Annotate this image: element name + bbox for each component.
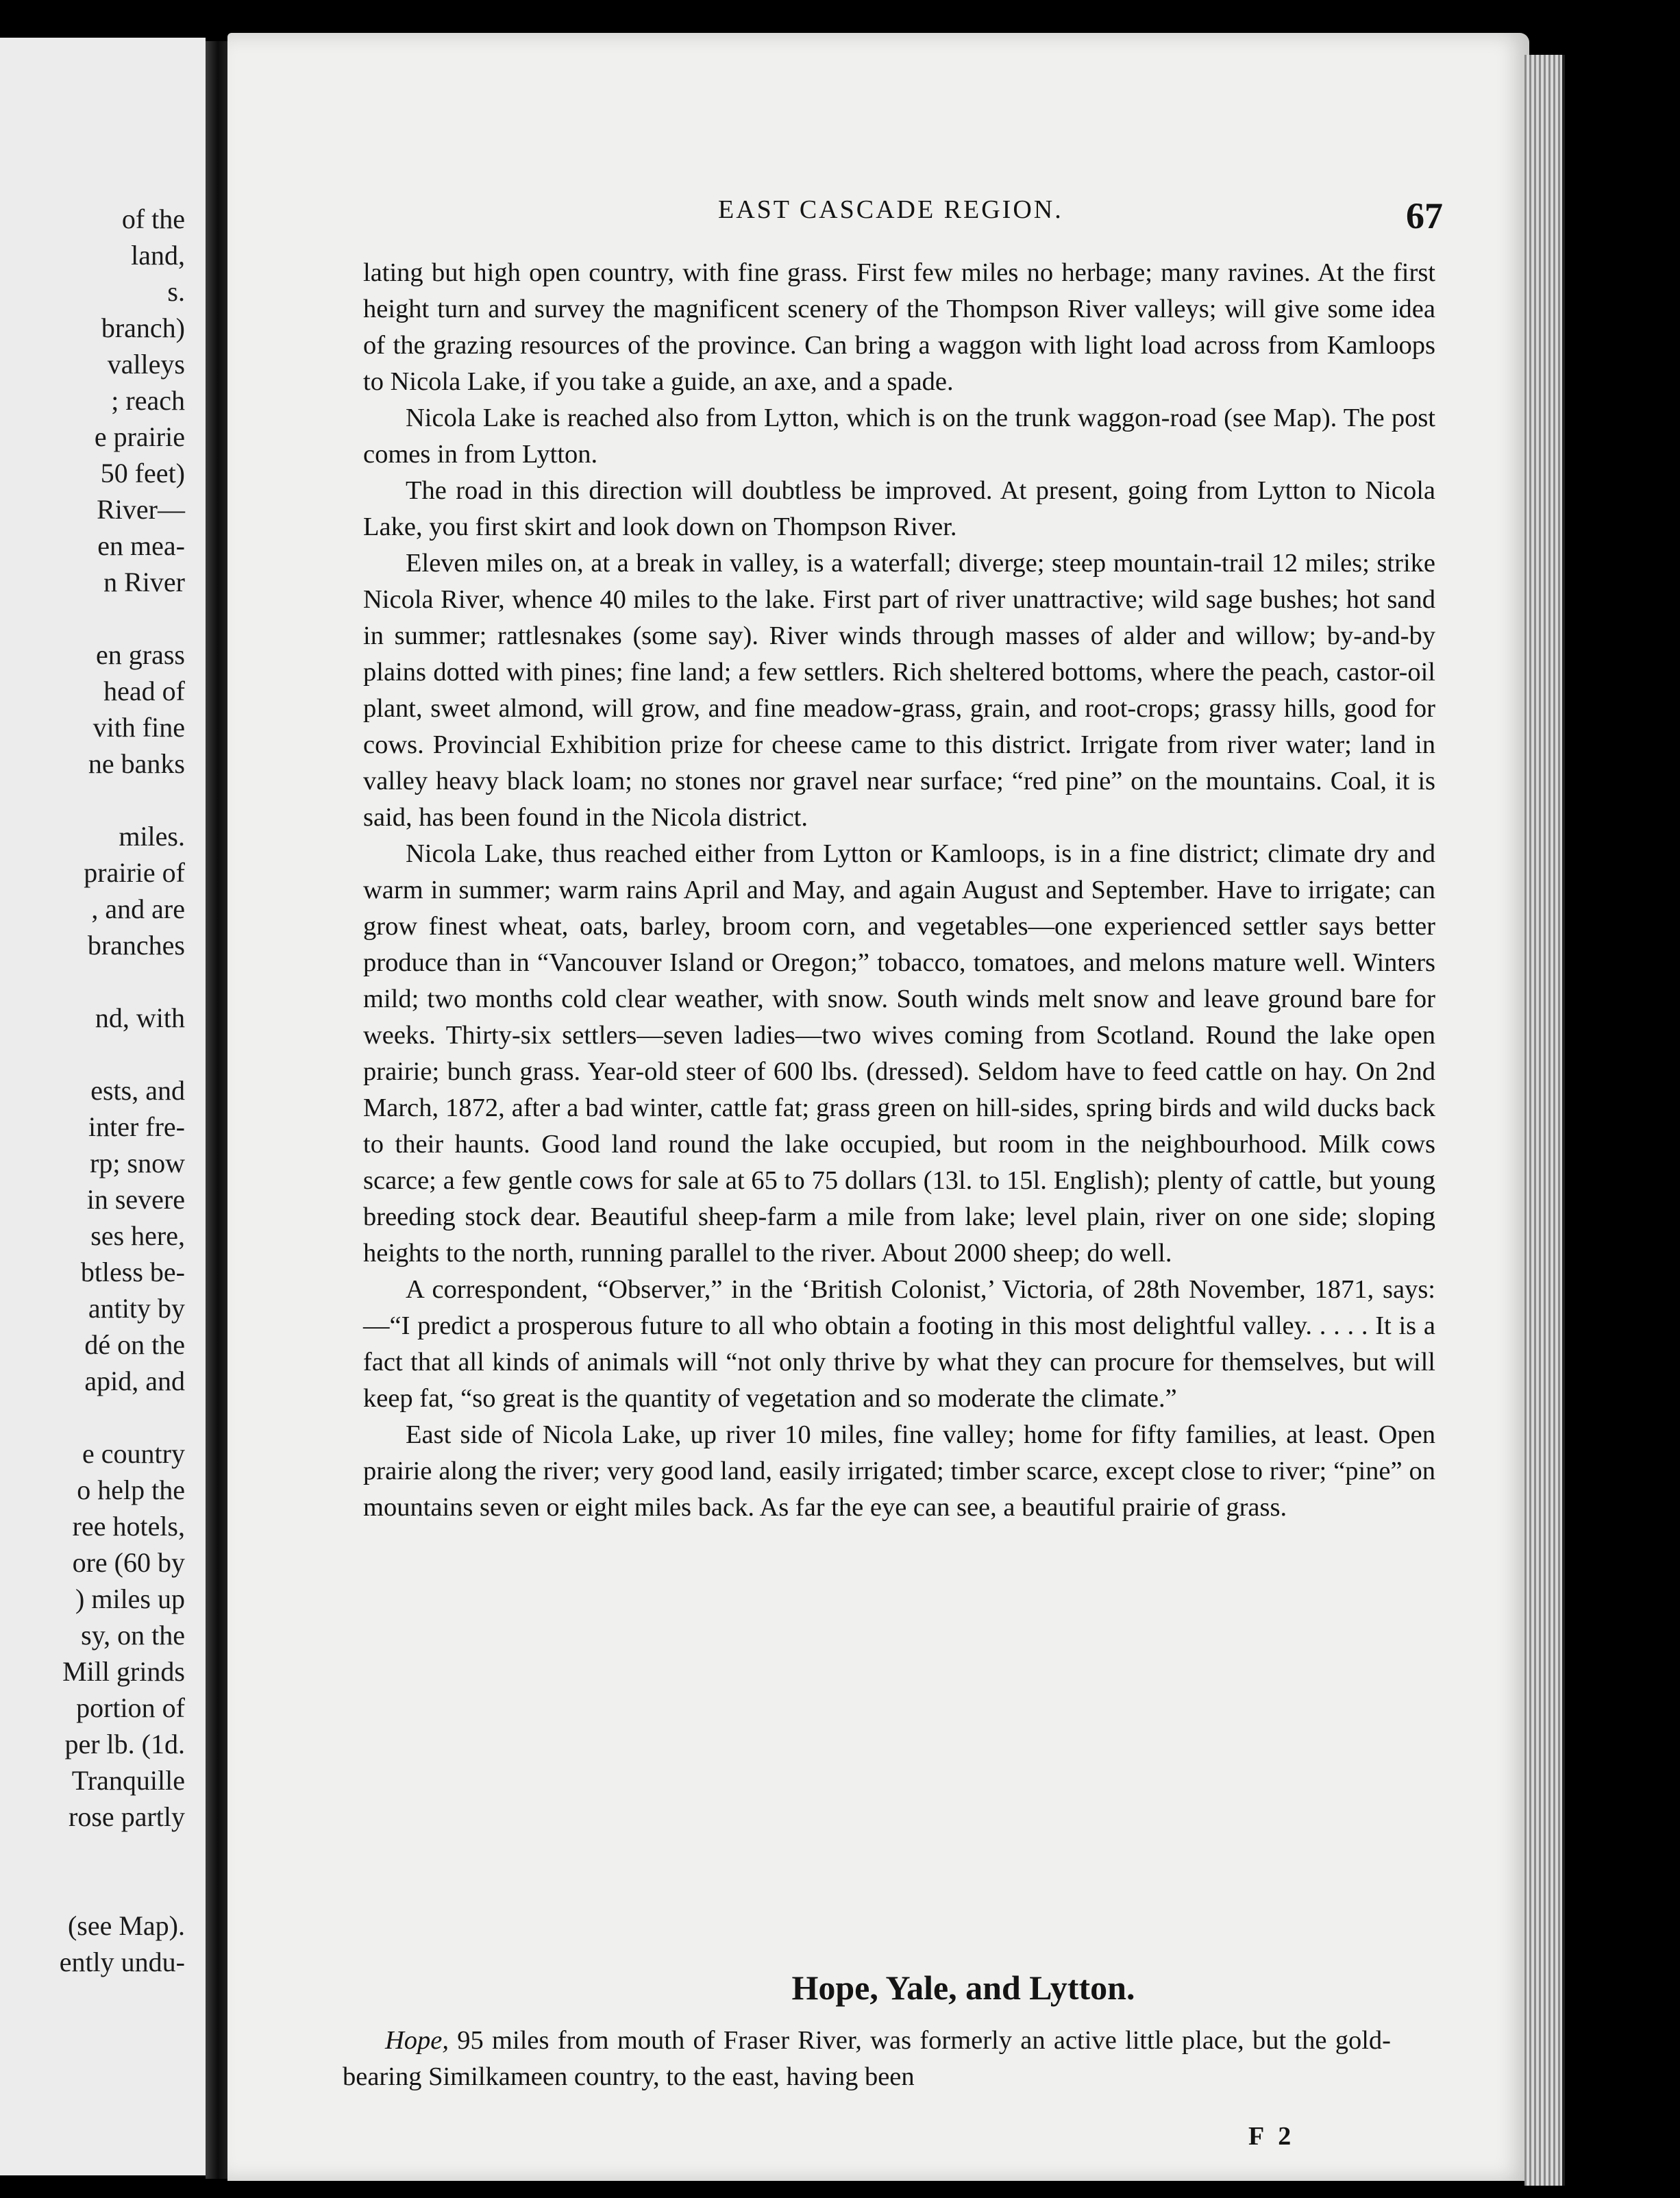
page-edges [1524,55,1565,2186]
body-text [363,255,1435,1526]
paragraph [343,2023,1391,2095]
previous-page-line-fragment: btless be- [80,1257,185,1287]
paragraph: Nicola Lake is reached also from Lytton, which is on the trunk waggon-road (see Map). The post comes in from Lytton. [363,404,1435,469]
paragraph: Eleven miles on, at a break in valley, is a waterfall; diverge; steep mountain-trail 12 miles; strike Nicola River, whence 40 miles to the lake. First part of river unattractive; wild sage bushes; hot sand in summer; rattlesnakes (some say). River winds through masses of alder and willow; by-and-by plains dotted with pines; fine land; a few settlers. Rich sheltered bottoms, where the peach, castor-oil plant, sweet almond, will grow, and fine meadow-grass, grain, and root-crops; grassy hills, good for cows. Provincial Exhibition prize for cheese came to this district. Irrigate from river water; land in valley heavy black loam; no stones nor gravel near surface; “red pine” on the mountains. Coal, it is said, has been found in the Nicola district. [363,549,1435,832]
previous-page-line-fragment: ; reach [111,385,185,416]
previous-page-line-fragment: ne banks [88,748,185,779]
signature-mark: F 2 [1248,2122,1296,2151]
paragraph: Nicola Lake, thus reached either from Lytton or Kamloops, is in a fine district; climate dry and warm in summer; warm rains April and May, and again August and September. Have to irrigate; can grow finest wheat, oats, barley, broom corn, and vegetables—one experienced settler says better produce than in “Vancouver Island or Oregon;” tobacco, tomatoes, and melons mature well. Winters mild; two months cold clear weather, with snow. South winds melt snow and leave ground bare for weeks. Thirty-six settlers—seven ladies—two wives coming from Scotland. Round the lake open prairie; bunch grass. Year-old steer of 600 lbs. (dressed). Seldom have to feed cattle on hay. On 2nd March, 1872, after a bad winter, cattle fat; grass green on hill-sides, spring birds and wild ducks back to their haunts. Good land round the lake occupied, but room in the neighbourhood. Milk cows scarce; a few gentle cows for sale at 65 to 75 dollars (13l. to 15l. English); plenty of cattle, but young breeding stock dear. Beautiful sheep-farm a mile from lake; level plain, river on one side; sloping heights to the north, running parallel to the river. About 2000 sheep; do well. [363,839,1435,1268]
paragraph: The road in this direction will doubtless be improved. At present, going from Lytton to Nicola Lake, you first skirt and look down on Thompson River. [363,476,1435,541]
previous-page-line-fragment: sy, on the [81,1620,185,1651]
paragraph: East side of Nicola Lake, up river 10 miles, fine valley; home for fifty families, at least. Open prairie along the river; very good land, easily irrigated; timber scarce, except close to river; “pine” on mountains seven or eight miles back. As far the eye can see, a beautiful prairie of grass. [363,1420,1435,1522]
previous-page-line-fragment: ore (60 by [72,1547,185,1578]
previous-page-line-fragment: miles. [119,821,185,852]
page-number: 67 [1406,195,1443,236]
previous-page-line-fragment: s. [167,276,185,307]
previous-page-line-fragment: apid, and [84,1366,185,1396]
section-text [343,2023,1391,2095]
previous-page-line-fragment: rose partly [69,1801,185,1832]
running-head: EAST CASCADE REGION. [718,195,1063,224]
previous-page-line-fragment: o help the [77,1474,185,1505]
previous-page-line-fragment: River— [97,494,185,525]
previous-page-line-fragment: branches [87,930,185,961]
previous-page-line-fragment: branch) [101,312,185,343]
previous-page-line-fragment: n River [103,567,185,597]
section-heading: Hope, Yale, and Lytton. [791,1968,1135,2007]
paragraph-text: 95 miles from mouth of Fraser River, was formerly an active little place, but the gold-bearing Similkameen country, to the east, having been [343,2026,1391,2091]
previous-page-line-fragment: , and are [91,893,185,924]
previous-page-line-fragment: inter fre- [88,1111,185,1142]
place-name-italic: Hope, [385,2026,449,2055]
previous-page-line-fragment: ) miles up [75,1583,185,1614]
previous-page-line-fragment: head of [103,676,185,706]
previous-page-line-fragment: rp; snow [90,1148,185,1178]
previous-page-line-fragment: Tranquille [71,1765,185,1796]
previous-page-line-fragment: en grass [96,639,185,670]
previous-page-line-fragment: e prairie [94,421,185,452]
previous-page-line-fragment: in severe [86,1184,185,1215]
previous-page-line-fragment: per lb. (1d. [64,1729,185,1759]
previous-page-line-fragment: valleys [107,349,185,380]
previous-page-line-fragment: prairie of [84,857,185,888]
previous-page-line-fragment: nd, with [95,1002,185,1033]
previous-page-line-fragment: of the [121,203,185,234]
previous-page-line-fragment: ests, and [90,1075,185,1106]
previous-page-line-fragment: dé on the [84,1329,185,1360]
previous-page-line-fragment: ently undu- [59,1947,185,1977]
previous-page-line-fragment: ree hotels, [72,1511,185,1542]
previous-page-line-fragment: land, [131,240,185,271]
previous-page-line-fragment: (see Map). [67,1910,185,1941]
previous-page-line-fragment: ses here, [90,1220,185,1251]
previous-page [0,38,206,2175]
paragraph: lating but high open country, with fine grass. First few miles no herbage; many ravines. At the first height turn and survey the magnificent scenery of the Thompson River valleys; will give some idea of the grazing resources of the province. Can bring a waggon with light load across from Kamloops to Nicola Lake, if you take a guide, an axe, and a spade. [363,258,1435,396]
previous-page-line-fragment: vith fine [92,712,185,743]
previous-page-line-fragment: portion of [76,1692,185,1723]
previous-page-line-fragment: 50 feet) [100,458,185,489]
previous-page-line-fragment: antity by [88,1293,185,1324]
previous-page-line-fragment: e country [82,1438,185,1469]
previous-page-line-fragment: en mea- [97,530,185,561]
paragraph: A correspondent, “Observer,” in the ‘British Colonist,’ Victoria, of 28th November, 1871, says:—“I predict a prosperous future to all who obtain a footing in this most delightful valley. . . . . It is a fact that all kinds of animals will “not only thrive by what they can procure for themselves, but will keep fat, “so great is the quantity of vegetation and so moderate the climate.” [363,1275,1435,1413]
previous-page-line-fragment: Mill grinds [62,1656,185,1687]
